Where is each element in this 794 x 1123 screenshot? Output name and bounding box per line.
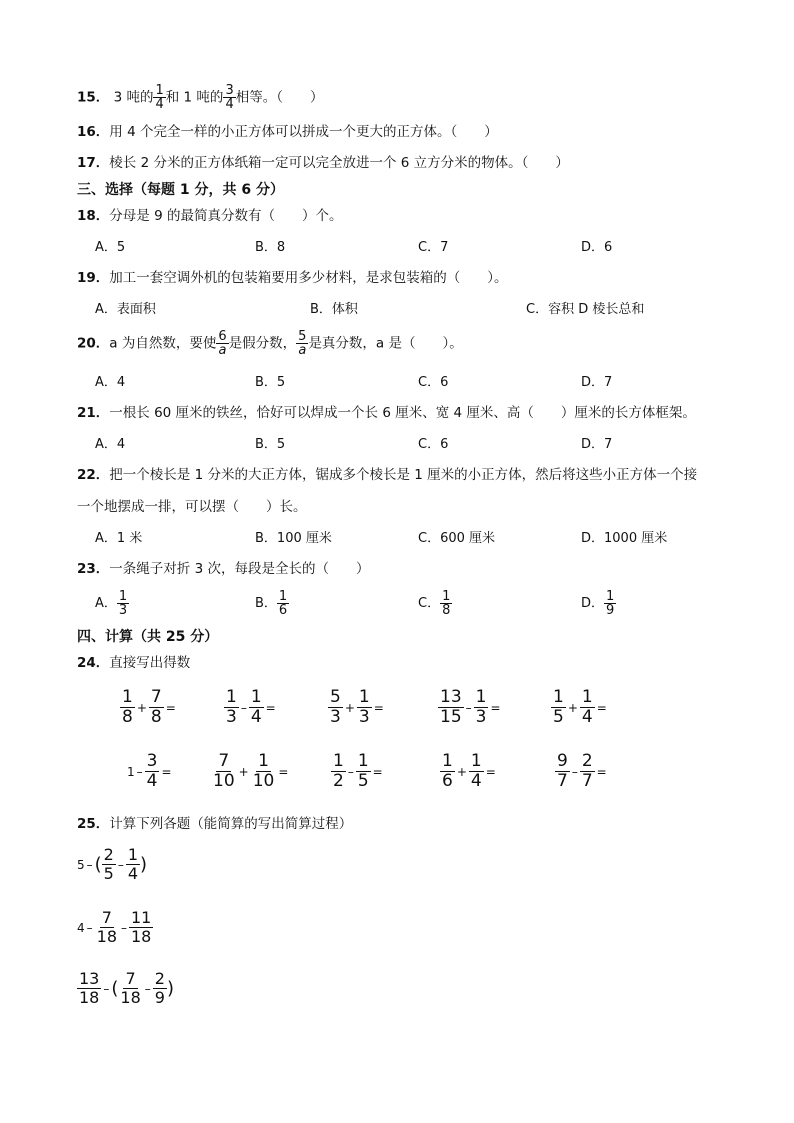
mental-math-expression: $\frac{1}{3}$ – $\frac{1}{4}$ = xyxy=(226,687,276,727)
option-c[interactable]: C． $\frac{1}{8}$ xyxy=(418,589,451,618)
fraction: $\frac{5}{a}$ xyxy=(298,329,307,358)
section-title: 三、选择（每题 1 分，共 6 分） xyxy=(77,182,284,198)
option-b[interactable]: B．8 xyxy=(255,240,286,255)
mental-math-expression: $\frac{5}{3}$ + $\frac{1}{3}$ = xyxy=(330,687,384,727)
question-number: 21． xyxy=(77,405,110,421)
question-21 xyxy=(77,403,696,423)
option-d[interactable]: D．7 xyxy=(581,437,613,452)
question-text: 相等。（ ） xyxy=(235,89,324,106)
question-19 xyxy=(77,268,508,288)
section-title: 四、计算（共 25 分） xyxy=(77,629,219,645)
option-c[interactable]: C．容积 D 棱长总和 xyxy=(526,302,645,317)
question-text: 3 吨的 xyxy=(113,89,154,106)
mental-math-expression: $\frac{1}{6}$ + $\frac{1}{4}$ = xyxy=(442,751,496,791)
question-25 xyxy=(77,814,352,834)
option-d[interactable]: D．6 xyxy=(581,240,613,255)
question-number: 18． xyxy=(77,208,110,224)
question-number: 15． xyxy=(77,89,110,106)
mental-math-expression: $\frac{13}{15}$ – $\frac{1}{3}$ = xyxy=(440,687,501,727)
question-number: 22． xyxy=(77,467,110,483)
fraction: $\frac{3}{4}$ xyxy=(225,83,234,112)
fraction: $\frac{6}{a}$ xyxy=(218,329,227,358)
option-d[interactable]: D．7 xyxy=(581,375,613,390)
option-a[interactable]: A．4 xyxy=(95,375,126,390)
option-d[interactable]: D．1000 厘米 xyxy=(581,531,668,546)
question-text: 是真分数，a 是（ ）。 xyxy=(308,335,463,352)
question-number: 24． xyxy=(77,655,110,671)
mental-math-expression: $\frac{7}{10}$ + $\frac{1}{10}$ = xyxy=(213,751,289,791)
question-16 xyxy=(77,122,498,142)
option-b[interactable]: B．5 xyxy=(255,437,286,452)
calculation-expression: 4 – $\frac{7}{18}$ – $\frac{11}{18}$ xyxy=(77,908,152,946)
question-23 xyxy=(77,559,369,579)
option-c[interactable]: C．6 xyxy=(418,375,449,390)
question-18 xyxy=(77,206,342,226)
question-number: 19． xyxy=(77,270,110,286)
question-text: 加工一套空调外机的包装箱要用多少材料，是求包装箱的（ ）。 xyxy=(109,270,508,286)
question-text: 一根长 60 厘米的铁丝，恰好可以焊成一个长 6 厘米、宽 4 厘米、高（ ）厘米的长方体框架。 xyxy=(109,405,696,421)
fraction: $\frac{1}{6}$ xyxy=(278,589,288,618)
question-text: 直接写出得数 xyxy=(109,655,191,671)
option-d[interactable]: D． $\frac{1}{9}$ xyxy=(581,589,615,618)
option-b[interactable]: B．5 xyxy=(255,375,286,390)
question-24 xyxy=(77,653,190,673)
calculation-expression: 5 – ( $\frac{2}{5}$ – $\frac{1}{4}$ ) xyxy=(77,845,148,883)
question-number: 17． xyxy=(77,155,110,171)
option-c[interactable]: C．600 厘米 xyxy=(418,531,496,546)
fraction: $\frac{1}{4}$ xyxy=(155,83,164,112)
option-a[interactable]: A．1 米 xyxy=(95,531,143,546)
question-text: 计算下列各题（能简算的写出简算过程） xyxy=(109,816,353,832)
question-text: 是假分数， xyxy=(228,335,297,352)
question-text: 和 1 吨的 xyxy=(165,89,224,106)
question-text: 棱长 2 分米的正方体纸箱一定可以完全放进一个 6 立方分米的物体。（ ） xyxy=(109,155,569,171)
question-22-continued: 一个地摆成一排，可以摆（ ）长。 xyxy=(77,499,307,515)
option-a[interactable]: A．4 xyxy=(95,437,126,452)
question-number: 20． xyxy=(77,335,110,352)
mental-math-expression: $\frac{9}{7}$ – $\frac{2}{7}$ = xyxy=(557,751,607,791)
option-b[interactable]: B． $\frac{1}{6}$ xyxy=(255,589,288,618)
question-text: 分母是 9 的最简真分数有（ ）个。 xyxy=(109,208,343,224)
question-17 xyxy=(77,153,569,173)
fraction: $\frac{1}{3}$ xyxy=(118,589,128,618)
option-b[interactable]: B．100 厘米 xyxy=(255,531,332,546)
mental-math-expression: $\frac{1}{5}$ + $\frac{1}{4}$ = xyxy=(553,687,607,727)
calculation-expression: $\frac{13}{18}$ – ( $\frac{7}{18}$ – $\frac{2}{9}$ ) xyxy=(79,969,174,1007)
option-a[interactable]: A． $\frac{1}{3}$ xyxy=(95,589,128,618)
question-22 xyxy=(77,465,697,485)
mental-math-expression: $\frac{1}{8}$ + $\frac{7}{8}$ = xyxy=(122,687,176,727)
option-c[interactable]: C．7 xyxy=(418,240,449,255)
option-a[interactable]: A．5 xyxy=(95,240,126,255)
question-text: a 为自然数，要使 xyxy=(109,335,217,352)
question-15 xyxy=(77,84,323,111)
question-number: 16． xyxy=(77,124,110,140)
question-text: 一条绳子对折 3 次，每段是全长的（ ） xyxy=(109,561,370,577)
option-b[interactable]: B．体积 xyxy=(310,302,358,317)
fraction: $\frac{1}{9}$ xyxy=(606,589,615,618)
option-a[interactable]: A．表面积 xyxy=(95,302,156,317)
question-number: 25． xyxy=(77,816,110,832)
question-20 xyxy=(77,330,463,357)
mental-math-expression: $\frac{1}{2}$ – $\frac{1}{5}$ = xyxy=(333,751,383,791)
question-text: 用 4 个完全一样的小正方体可以拼成一个更大的正方体。（ ） xyxy=(109,124,498,140)
question-number: 23． xyxy=(77,561,110,577)
mental-math-expression: 1 – $\frac{3}{4}$ = xyxy=(127,751,172,791)
fraction: $\frac{1}{8}$ xyxy=(442,589,451,618)
option-c[interactable]: C．6 xyxy=(418,437,449,452)
question-text: 把一个棱长是 1 分米的大正方体，锯成多个棱长是 1 厘米的小正方体，然后将这些小正方体一个接 xyxy=(109,467,698,483)
